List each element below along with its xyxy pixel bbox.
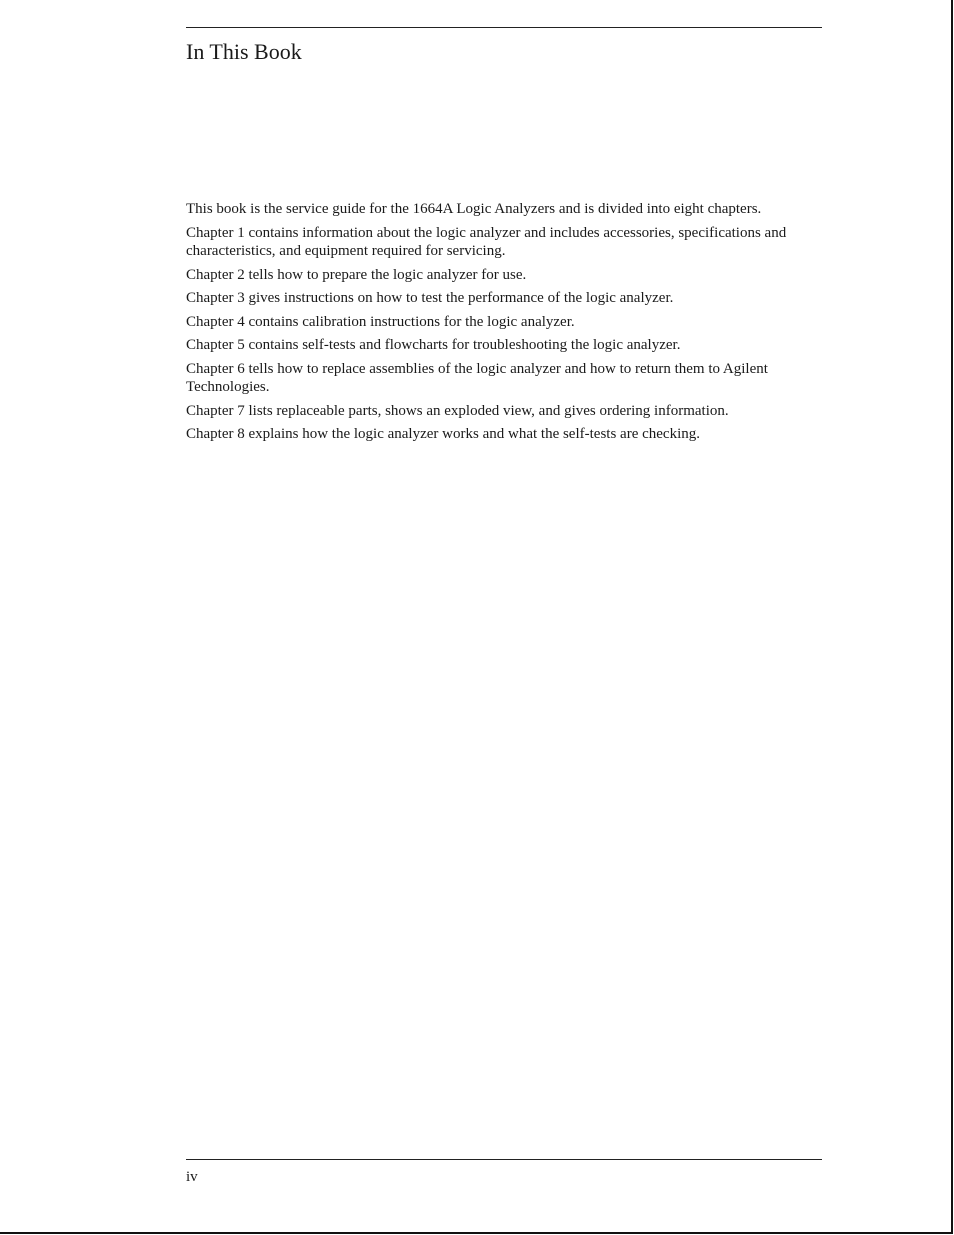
chapter-3-description: Chapter 3 gives instructions on how to test the performance of the logic analyzer.: [186, 290, 674, 306]
body-text: [186, 200, 826, 449]
chapter-8-description: Chapter 8 explains how the logic analyzer works and what the self-tests are checking.: [186, 426, 700, 442]
chapter-6-description: Chapter 6 tells how to replace assemblies of the logic analyzer and how to return them to Agilent Technologies.: [186, 360, 768, 395]
chapter-2-description: Chapter 2 tells how to prepare the logic analyzer for use.: [186, 266, 527, 283]
footer-rule: [186, 1159, 822, 1160]
chapter-1-description: Chapter 1 contains information about the logic analyzer and includes accessories, specifications and characteristics, and equipment required for servicing.: [186, 224, 787, 259]
page-edge-bottom: [0, 1232, 953, 1234]
page-edge-right: [951, 0, 953, 1234]
chapter-7-description: Chapter 7 lists replaceable parts, shows an exploded view, and gives ordering information.: [186, 402, 729, 419]
chapter-4-description: Chapter 4 contains calibration instructions for the logic analyzer.: [186, 313, 575, 330]
intro-paragraph: This book is the service guide for the 1664A Logic Analyzers and is divided into eight chapters.: [186, 201, 762, 217]
page-number: iv: [186, 1169, 198, 1185]
chapter-5-description: Chapter 5 contains self-tests and flowcharts for troubleshooting the logic analyzer.: [186, 337, 681, 353]
page-title: In This Book: [186, 39, 302, 64]
header-rule: [186, 27, 822, 28]
